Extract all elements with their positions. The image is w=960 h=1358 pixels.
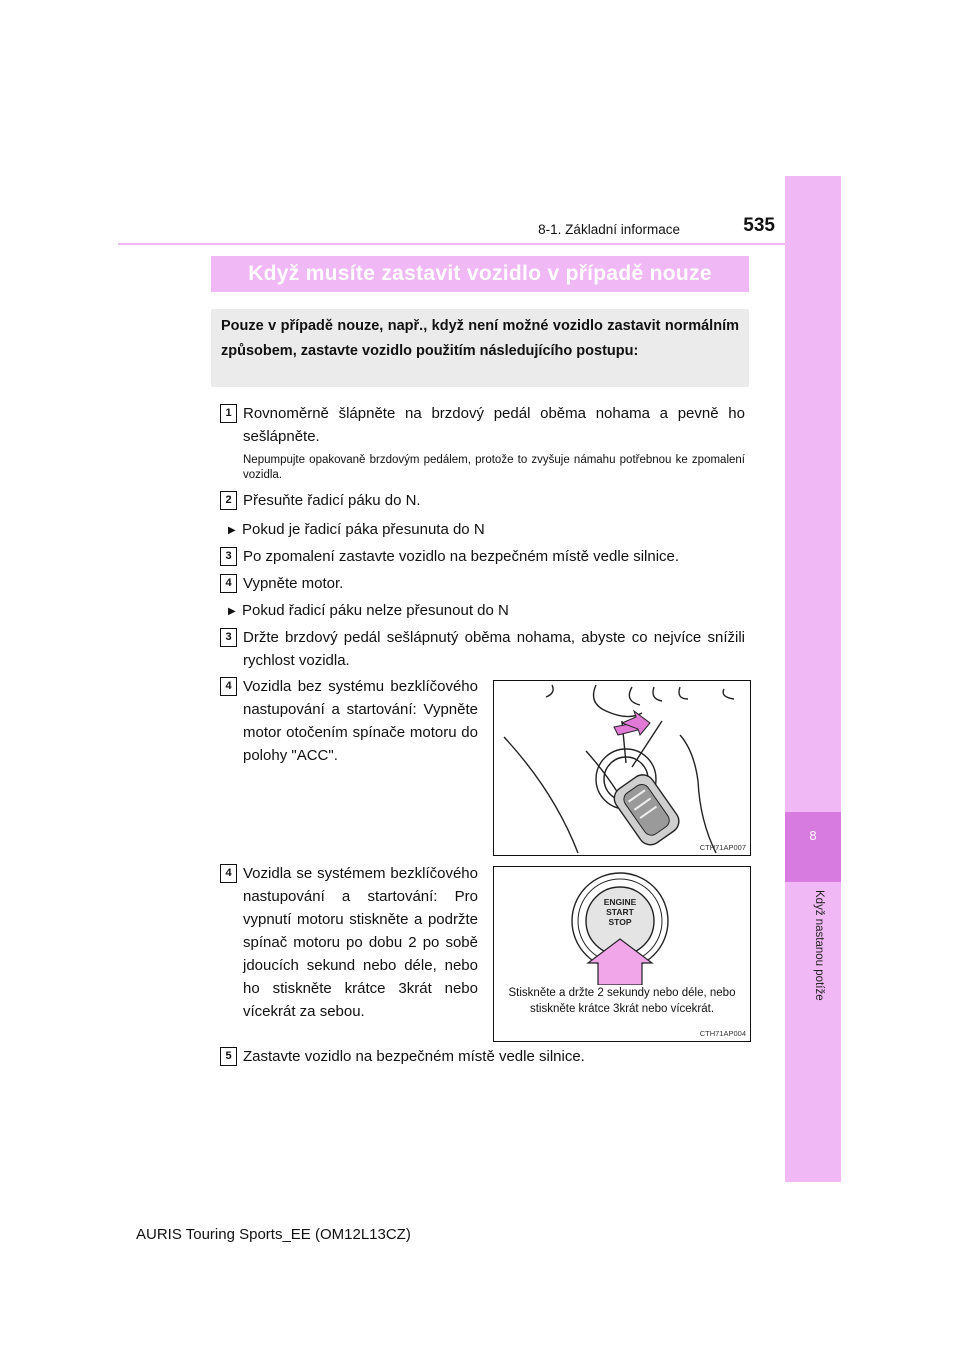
page-number: 535: [743, 215, 775, 236]
figure-caption: Stiskněte a držte 2 sekundy nebo déle, nebo stiskněte krátce 3krát nebo vícekrát.: [494, 985, 750, 1017]
chapter-tab-active[interactable]: [785, 812, 841, 882]
step-badge: 5: [220, 1047, 237, 1066]
engine-button-line: ENGINE: [603, 897, 637, 907]
section-title: 8-1. Základní informace: [538, 222, 680, 237]
step-text: Držte brzdový pedál sešlápnutý oběma nohama, abyste co nejvíce snížili rychlost vozidla.: [243, 629, 745, 669]
triangle-bullet-icon: ▶: [228, 525, 236, 536]
ignition-key-figure: [493, 680, 751, 856]
step-text: Vozidla se systémem bezklíčového nastupování a startování: Pro vypnutí motoru stiskněte a podržte spínač motoru po dobu 2 po sobě jdoucích sekund nebo déle, nebo ho stiskněte krátce 3krát nebo vícekrát za sebou.: [243, 865, 478, 1020]
step-text: Vozidla bez systému bezklíčového nastupování a startování: Vypněte motor otočením spínače motoru do polohy "ACC".: [243, 678, 478, 764]
engine-button-line: START: [606, 907, 634, 917]
step-text: Přesuňte řadicí páku do N.: [243, 492, 421, 509]
chapter-number: 8: [809, 828, 817, 843]
intro-box: [211, 309, 749, 387]
figure-code: CTH71AP004: [699, 1029, 746, 1038]
footer-model: AURIS Touring Sports_EE (OM12L13CZ): [136, 1226, 411, 1243]
step-badge: 1: [220, 404, 237, 423]
title-banner: [211, 256, 749, 292]
step-badge: 4: [220, 864, 237, 883]
step-badge: 4: [220, 574, 237, 593]
engine-button-line: STOP: [608, 917, 632, 927]
condition-text: Pokud je řadicí páka přesunuta do N: [242, 521, 485, 538]
ignition-key-illustration: [494, 681, 750, 855]
step-text: Zastavte vozidlo na bezpečném místě vedle silnice.: [243, 1048, 585, 1065]
page-title: Když musíte zastavit vozidlo v případě nouze: [248, 262, 712, 285]
engine-button-figure: [493, 866, 751, 1042]
engine-button-label: [590, 897, 650, 927]
step-badge: 2: [220, 491, 237, 510]
step-badge: 3: [220, 547, 237, 566]
header-rule: [118, 243, 785, 245]
triangle-bullet-icon: ▶: [228, 606, 236, 617]
step-text: Po zpomalení zastavte vozidlo na bezpečném místě vedle silnice.: [243, 548, 680, 565]
condition-heading: [228, 599, 509, 623]
step-text: Vypněte motor.: [243, 575, 344, 592]
condition-text: Pokud řadicí páku nelze přesunout do N: [242, 602, 509, 619]
step-badge: 4: [220, 677, 237, 696]
chapter-title: Když nastanou potíže: [813, 890, 825, 1001]
intro-text: Pouze v případě nouze, např., když není možné vozidlo zastavit normálním způsobem, zastavte vozidlo použitím následujícího postupu:: [221, 318, 739, 359]
step-badge: 3: [220, 628, 237, 647]
condition-heading: [228, 518, 485, 542]
step-text: Rovnoměrně šlápněte na brzdový pedál oběma nohama a pevně ho sešlápněte.: [243, 405, 745, 445]
step-note: Nepumpujte opakovaně brzdovým pedálem, protože to zvyšuje námahu potřebnou ke zpomalení vozidla.: [243, 454, 745, 481]
engine-start-stop-button-icon: [494, 867, 750, 987]
figure-code: CTH71AP007: [699, 843, 746, 852]
